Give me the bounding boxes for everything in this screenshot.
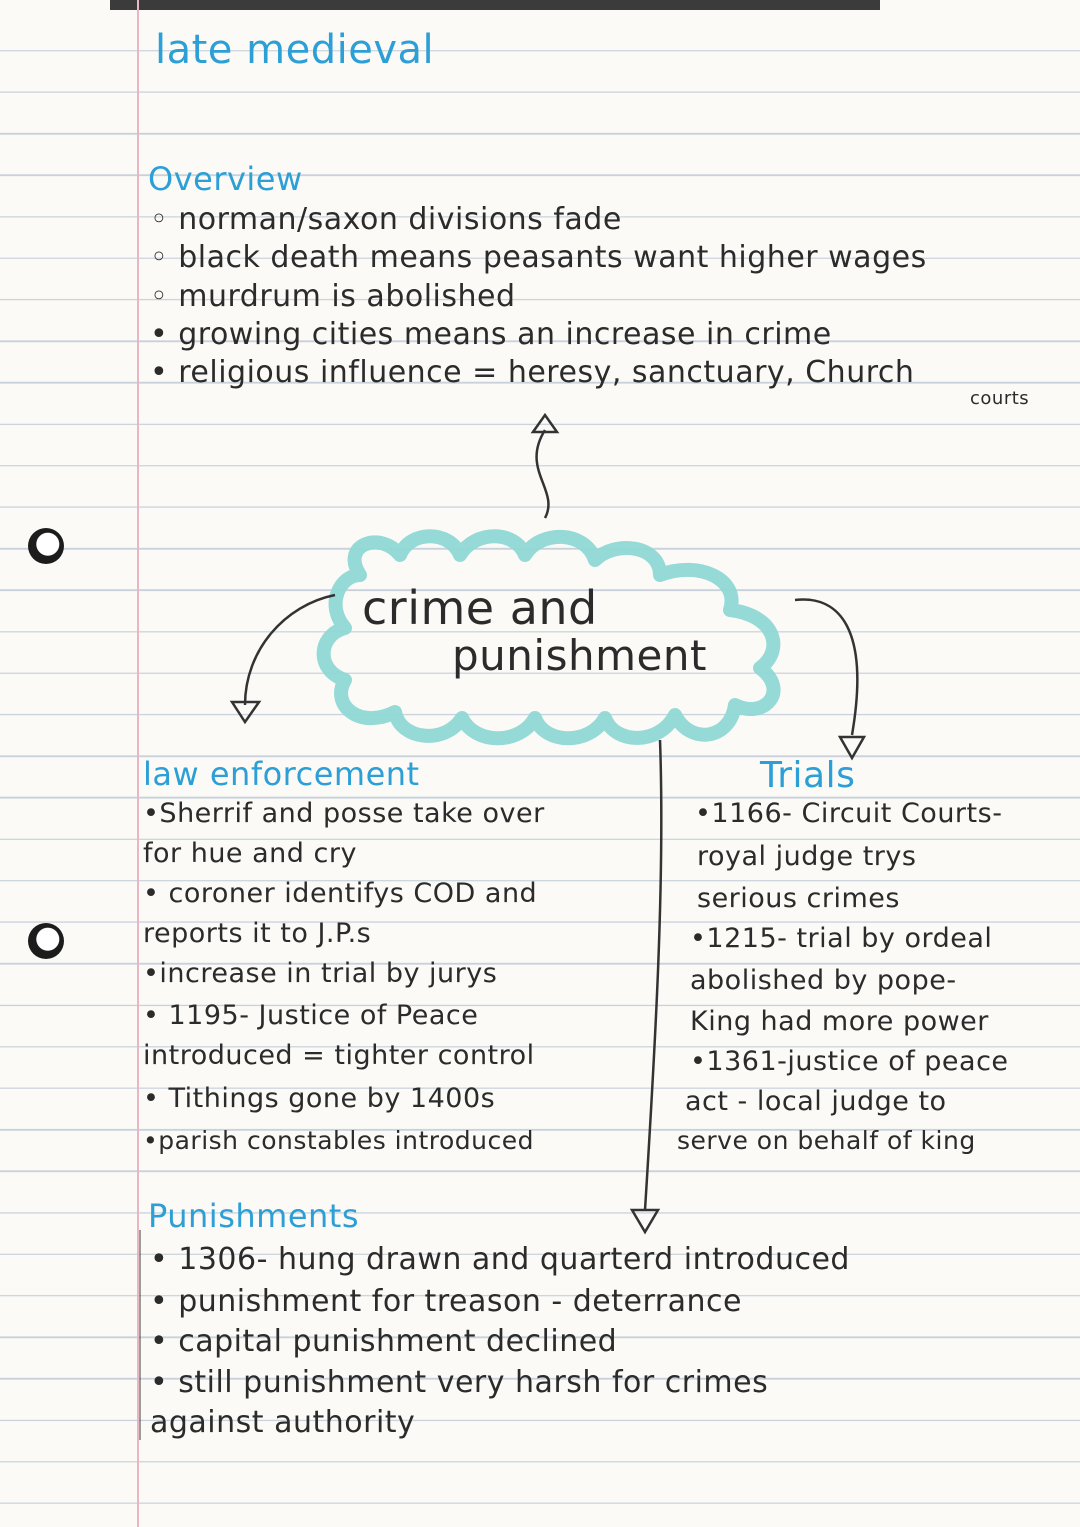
- law-line: • 1195- Justice of Peace: [143, 1000, 479, 1031]
- trials-line: •1166- Circuit Courts-: [695, 798, 1003, 829]
- overview-item: • growing cities means an increase in crime: [150, 317, 832, 352]
- trials-heading: Trials: [760, 755, 856, 796]
- overview-item: ◦ black death means peasants want higher wages: [150, 240, 927, 275]
- overview-continuation: courts: [970, 388, 1030, 409]
- trials-line: abolished by pope-: [690, 965, 957, 996]
- trials-line: •1215- trial by ordeal: [690, 923, 993, 954]
- punishment-line: • 1306- hung drawn and quarterd introduced: [150, 1242, 850, 1277]
- trials-line: act - local judge to: [685, 1086, 947, 1117]
- punishment-line: • capital punishment declined: [150, 1324, 618, 1359]
- law-line: for hue and cry: [143, 838, 357, 869]
- trials-line: King had more power: [690, 1006, 989, 1037]
- center-topic-line2: punishment: [452, 631, 707, 680]
- punishment-line: • punishment for treason - deterrance: [150, 1284, 742, 1319]
- overview-item: ◦ norman/saxon divisions fade: [150, 202, 622, 237]
- trials-line: •1361-justice of peace: [690, 1046, 1009, 1077]
- law-line: •increase in trial by jurys: [143, 958, 498, 989]
- overview-item: • religious influence = heresy, sanctuary, Church: [150, 355, 915, 390]
- punishments-heading: Punishments: [148, 1197, 359, 1235]
- overview-heading: Overview: [148, 160, 303, 198]
- arrow-to-punishments: [645, 740, 661, 1210]
- punishment-line: • still punishment very harsh for crimes: [150, 1365, 769, 1400]
- law-line: introduced = tighter control: [143, 1040, 535, 1071]
- law-line: •Sherrif and posse take over: [143, 798, 545, 829]
- center-topic-line1: crime and: [362, 581, 598, 635]
- law-line: reports it to J.P.s: [143, 918, 372, 949]
- trials-line: serve on behalf of king: [677, 1126, 976, 1155]
- overview-item-text: murdrum is abolished: [178, 279, 516, 314]
- page-title: late medieval: [155, 27, 435, 73]
- arrow-to-trials: [795, 600, 857, 735]
- overview-item-text: religious influence = heresy, sanctuary, Church: [178, 355, 915, 390]
- arrow-to-overview: [537, 430, 549, 518]
- law-line: • Tithings gone by 1400s: [143, 1083, 496, 1114]
- overview-item: ◦ murdrum is abolished: [150, 279, 516, 314]
- overview-item-text: growing cities means an increase in crime: [178, 317, 832, 352]
- trials-line: royal judge trys: [697, 841, 917, 872]
- law-line: • coroner identifys COD and: [143, 878, 538, 909]
- punishment-line: against authority: [150, 1405, 416, 1440]
- law-line: •parish constables introduced: [143, 1126, 535, 1155]
- overview-item-text: black death means peasants want higher wages: [178, 240, 927, 275]
- law-enforcement-heading: law enforcement: [143, 755, 420, 793]
- overview-item-text: norman/saxon divisions fade: [178, 202, 622, 237]
- trials-line: serious crimes: [697, 883, 900, 914]
